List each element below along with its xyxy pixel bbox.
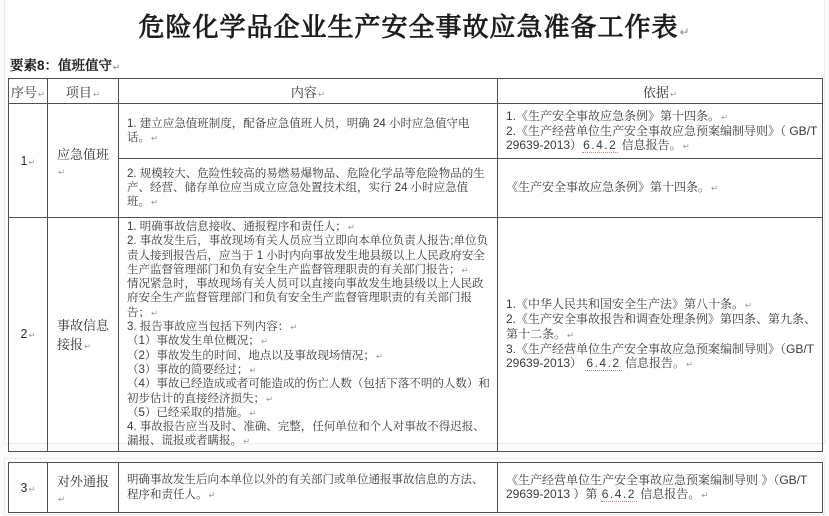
basis-cell bbox=[498, 104, 823, 159]
content-paragraph: （4）事故已经造成或者可能造成的伤亡人数（包括下落不明的人数）和初步估计的直接经济损失；↵ bbox=[127, 378, 490, 405]
paragraph-mark: ↵ bbox=[58, 493, 66, 504]
basis-paragraph: 《生产经营单位生产安全事故应急预案编制导则 》（GB/T 29639-2013 ）第 6.4.2 信息报告。↵ bbox=[506, 472, 808, 501]
paragraph-mark: ↵ bbox=[28, 483, 36, 494]
col-header-basis bbox=[498, 79, 823, 104]
section-label bbox=[10, 54, 824, 74]
content-cell bbox=[119, 463, 498, 513]
standard-clause-number: 6.4.2 bbox=[583, 138, 618, 153]
content-cell bbox=[119, 218, 498, 452]
paragraph-mark: ↵ bbox=[669, 88, 678, 99]
paragraph-mark: ↵ bbox=[721, 111, 729, 122]
col-header-no-text: 序号 bbox=[10, 84, 37, 100]
table-row bbox=[9, 104, 823, 159]
content-paragraph: 情况紧急时，事故现场有关人员可以直接向事故发生地县级以上人民政府安全生产监督管理部门和负有安全生产监督管理职责的有关部门报告；↵ bbox=[127, 278, 484, 319]
paragraph-mark: ↵ bbox=[290, 322, 298, 333]
table-header-row bbox=[9, 79, 823, 104]
page-1 bbox=[4, 0, 825, 448]
basis-cell bbox=[498, 218, 823, 452]
item-cell bbox=[48, 104, 119, 218]
row-number-cell bbox=[9, 463, 48, 513]
content-paragraph: （1）事故发生单位概况；↵ bbox=[127, 335, 269, 348]
content-paragraph: 4. 事故报告应当及时、准确、完整，任何单位和个人对事故不得迟报、漏报、谎报或者瞒报。↵ bbox=[127, 421, 485, 448]
paragraph-mark: ↵ bbox=[375, 350, 384, 361]
paragraph-mark: ↵ bbox=[567, 329, 575, 340]
basis-paragraph: 《生产安全事故应急条例》第十四条。↵ bbox=[506, 180, 719, 195]
paragraph-mark: ↵ bbox=[249, 364, 257, 375]
paragraph-mark: ↵ bbox=[84, 341, 92, 352]
content-paragraph: 1. 明确事故信息接收、通报程序和责任人；↵ bbox=[127, 221, 355, 233]
item-cell bbox=[48, 218, 119, 452]
worksheet-table-continued bbox=[8, 462, 823, 513]
basis-paragraph: 1.《中华人民共和国安全生产法》第八十条。↵ bbox=[506, 297, 753, 312]
content-paragraph: 3. 报告事故应当包括下列内容：↵ bbox=[127, 321, 298, 334]
item-text: 事故信息接报 bbox=[57, 318, 110, 353]
content-paragraph: 2. 规模较大、危险性较高的易燃易爆物品、危险化学品等危险物品的生产、经营、储存单位应当成立应急处置技术组，实行 24 小时应急值班。↵ bbox=[127, 167, 485, 209]
table-row bbox=[9, 159, 823, 218]
standard-clause-number: 6.4.2 bbox=[601, 487, 636, 501]
item-text: 应急值班 bbox=[57, 146, 110, 162]
item-cell bbox=[48, 463, 119, 513]
paragraph-mark: ↵ bbox=[243, 436, 251, 447]
paragraph-mark: ↵ bbox=[28, 156, 36, 167]
worksheet-table bbox=[8, 78, 823, 452]
basis-cell bbox=[498, 463, 823, 513]
table-row bbox=[9, 218, 823, 452]
paragraph-mark: ↵ bbox=[711, 183, 719, 194]
content-paragraph: 明确事故发生后向本单位以外的有关部门或单位通报事故信息的方法、程序和责任人。↵ bbox=[127, 474, 484, 501]
content-paragraph: （5）已经采取的措施。↵ bbox=[127, 406, 257, 419]
row-number: 1 bbox=[20, 153, 28, 168]
table-row bbox=[9, 463, 823, 513]
basis-paragraph: 2.《生产经营单位生产安全事故应急预案编制导则》（ GB/T 29639-2013）6.4.2 信息报告。↵ bbox=[506, 123, 818, 153]
col-header-basis-text: 依据 bbox=[642, 84, 669, 100]
paragraph-mark: ↵ bbox=[249, 407, 257, 418]
basis-paragraph: 2.《生产安全事故报告和调查处理条例》第四条、第九条、第十二条。↵ bbox=[506, 312, 817, 341]
content-paragraph: （2）事故发生的时间、地点以及事故现场情况；↵ bbox=[127, 349, 384, 362]
paragraph-mark: ↵ bbox=[151, 307, 159, 318]
row-number: 2 bbox=[20, 327, 28, 342]
document-title-text: 危险化学品企业生产安全事故应急准备工作表 bbox=[138, 12, 679, 42]
row-number-cell bbox=[9, 218, 48, 452]
paragraph-mark: ↵ bbox=[685, 359, 694, 370]
paragraph-mark: ↵ bbox=[347, 222, 355, 232]
paragraph-mark: ↵ bbox=[113, 62, 121, 72]
row-number: 3 bbox=[20, 480, 28, 495]
paragraph-mark: ↵ bbox=[37, 88, 46, 99]
content-paragraph: 1. 建立应急值班制度，配备应急值班人员，明确 24 小时应急值守电话。↵ bbox=[127, 117, 470, 144]
paragraph-mark: ↵ bbox=[151, 197, 159, 208]
col-header-content bbox=[119, 79, 498, 104]
document-title bbox=[5, 0, 824, 44]
paragraph-mark: ↵ bbox=[260, 336, 269, 347]
paragraph-mark: ↵ bbox=[745, 300, 753, 311]
section-label-text: 要素8：值班值守 bbox=[10, 58, 113, 73]
content-cell bbox=[119, 104, 498, 159]
col-header-item-text: 项目 bbox=[65, 84, 92, 100]
standard-clause-number: 6.4.2 bbox=[586, 356, 621, 371]
col-header-item bbox=[48, 79, 119, 104]
content-paragraph: 2. 事故发生后，事故现场有关人员应当立即向本单位负责人报告;单位负责人接到报告后，应当于 1 小时内向事故发生地县级以上人民政府安全生产监督管理部门和负有安全生产监督管理职责的有关部门报告；↵ bbox=[127, 235, 488, 276]
paragraph-mark: ↵ bbox=[28, 330, 36, 341]
col-header-no bbox=[9, 79, 48, 104]
basis-paragraph: 1.《生产安全事故应急条例》第十四条。↵ bbox=[506, 108, 729, 123]
paragraph-mark: ↵ bbox=[682, 141, 690, 152]
paragraph-mark: ↵ bbox=[461, 264, 469, 275]
item-text: 对外通报 bbox=[57, 473, 110, 489]
basis-cell bbox=[498, 159, 823, 218]
paragraph-mark: ↵ bbox=[266, 393, 274, 404]
paragraph-mark: ↵ bbox=[208, 489, 216, 500]
col-header-content-text: 内容 bbox=[290, 84, 317, 100]
content-paragraph: （3）事故的简要经过；↵ bbox=[127, 363, 257, 376]
row-number-cell bbox=[9, 104, 48, 218]
paragraph-mark: ↵ bbox=[58, 166, 66, 177]
page-2 bbox=[4, 458, 825, 515]
paragraph-mark: ↵ bbox=[92, 88, 101, 99]
content-cell bbox=[119, 159, 498, 218]
paragraph-mark: ↵ bbox=[151, 133, 159, 143]
paragraph-mark: ↵ bbox=[317, 88, 326, 99]
paragraph-mark: ↵ bbox=[679, 25, 691, 39]
paragraph-mark: ↵ bbox=[701, 490, 709, 500]
basis-paragraph: 3.《生产经营单位生产安全事故应急预案编制导则》（GB/T 29639-2013） 6.4.2 信息报告。↵ bbox=[506, 342, 814, 371]
